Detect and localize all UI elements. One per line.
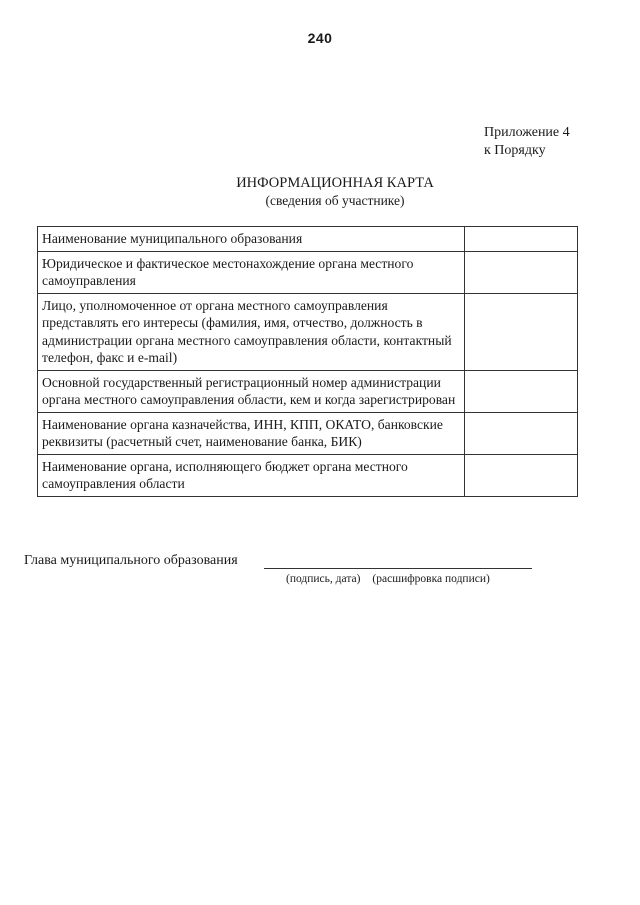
signature-hints xyxy=(286,572,490,586)
row-value-bank-details xyxy=(465,412,578,454)
signature-line xyxy=(264,568,532,569)
document-title: ИНФОРМАЦИОННАЯ КАРТА xyxy=(236,175,434,191)
table-row xyxy=(38,454,578,496)
row-value-representative xyxy=(465,293,578,370)
row-label-registration-number: Основной государственный регистрационный номер администрации органа местного самоуправления области, кем и когда зарегистрирован xyxy=(38,370,465,412)
info-card-table xyxy=(37,226,578,497)
row-label-location: Юридическое и фактическое местонахождение органа местного самоуправления xyxy=(38,251,465,293)
table-row xyxy=(38,251,578,293)
signature-label: Глава муниципального образования xyxy=(24,553,238,568)
document-subtitle: (сведения об участнике) xyxy=(265,193,405,208)
appendix-line-1: Приложение 4 xyxy=(484,125,570,140)
row-label-bank-details: Наименование органа казначейства, ИНН, КПП, ОКАТО, банковские реквизиты (расчетный счет, наименование банка, БИК) xyxy=(38,412,465,454)
table-row xyxy=(38,227,578,252)
row-value-registration-number xyxy=(465,370,578,412)
signature-hint-signature-date: (подпись, дата) xyxy=(286,573,361,585)
signature-hint-decoding: (расшифровка подписи) xyxy=(372,573,490,585)
appendix-line-2: к Порядку xyxy=(484,143,546,158)
row-label-municipality-name: Наименование муниципального образования xyxy=(38,227,465,252)
table-row xyxy=(38,370,578,412)
row-label-budget-executor: Наименование органа, исполняющего бюджет органа местного самоуправления области xyxy=(38,454,465,496)
table-row xyxy=(38,293,578,370)
page-number: 240 xyxy=(307,30,333,46)
row-value-municipality-name xyxy=(465,227,578,252)
appendix-reference xyxy=(484,124,570,160)
row-value-budget-executor xyxy=(465,454,578,496)
table-row xyxy=(38,412,578,454)
row-label-representative: Лицо, уполномоченное от органа местного самоуправления представлять его интересы (фамилия, имя, отчество, должность в администрации органа местного самоуправления области, контактный телефон, факс и e-mail) xyxy=(38,293,465,370)
row-value-location xyxy=(465,251,578,293)
